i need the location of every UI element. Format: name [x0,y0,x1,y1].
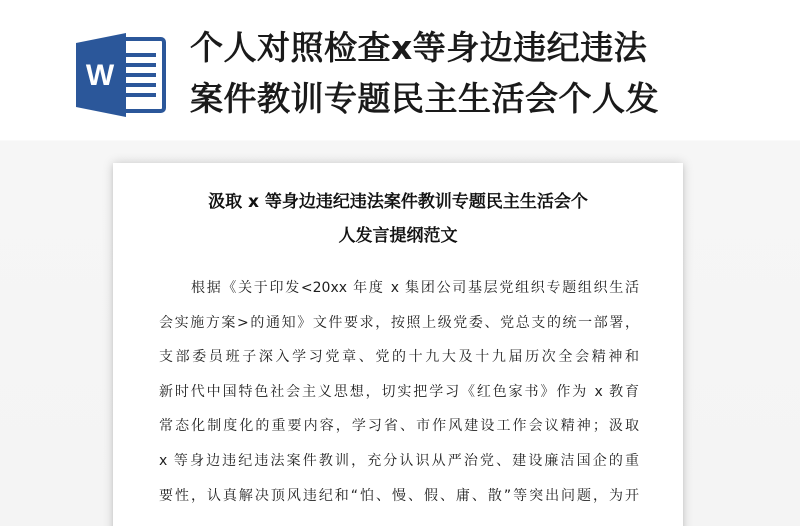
document-body [159,271,639,513]
logo-letter: W [85,59,115,92]
document-title-line-1: 汲取 x 等身边违纪违法案件教训专题民主生活会个 [208,192,588,212]
header-banner [0,0,800,140]
title-line-1: 个人对照检查x等身边违纪违法 [190,28,648,67]
page-title [190,22,790,124]
document-title [113,185,683,253]
body-line: 新时代中国特色社会主义思想，切实把学习《红色家书》作为 x 教育 [159,383,639,400]
document-preview [113,163,683,526]
body-line: 常态化制度化的重要内容，学习省、市作风建设工作会议精神；汲取 [159,418,639,435]
title-line-2: 案件教训专题民主生活会个人发 [190,79,659,118]
body-line: 根据《关于印发<20xx 年度 x 集团公司基层党组织专题组织生活 [191,280,639,296]
body-line: 会实施方案>的通知》文件要求，按照上级党委、党总支的统一部署， [159,314,639,331]
body-line: x 等身边违纪违法案件教训，充分认识从严治党、建设廉洁国企的重 [159,452,639,469]
word-document-icon [74,33,166,117]
document-title-line-2: 人发言提纲范文 [338,226,458,246]
body-line: 要性，认真解决顶风违纪和“怕、慢、假、庸、散”等突出问题，为开 [159,487,639,504]
body-line: 支部委员班子深入学习党章、党的十九大及十九届历次全会精神和 [159,349,639,366]
